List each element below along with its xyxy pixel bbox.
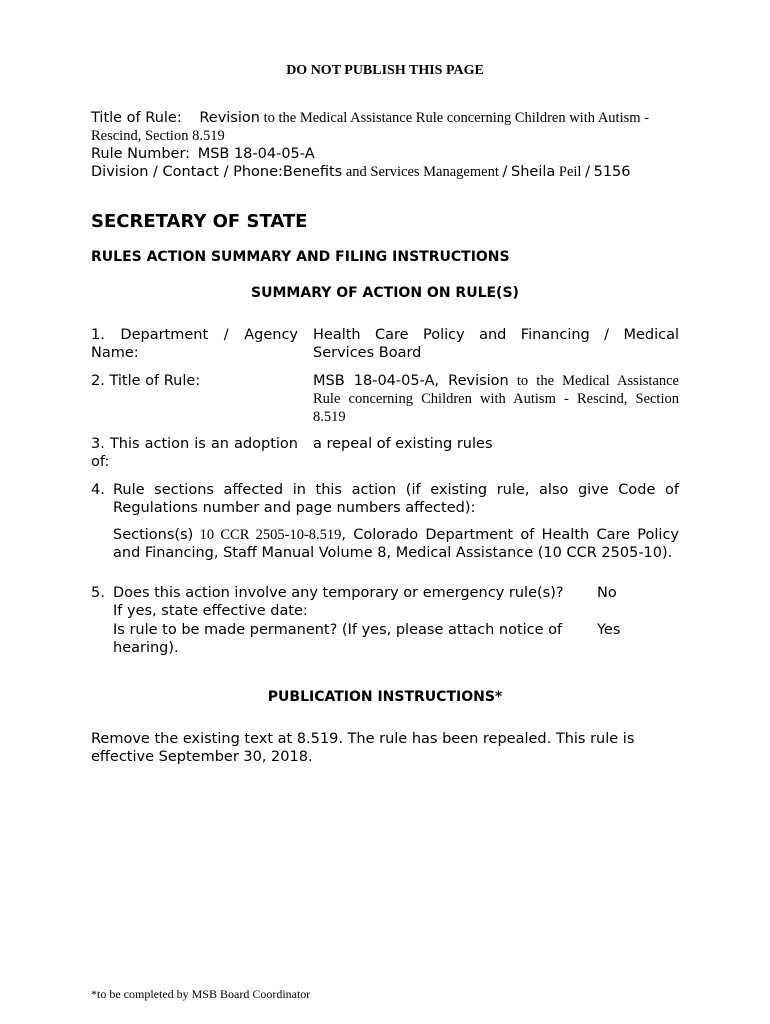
separator: / xyxy=(585,164,590,180)
title-label: Title of Rule: xyxy=(91,110,182,126)
secretary-of-state-heading: SECRETARY OF STATE xyxy=(91,211,308,232)
item4-text: Rule sections affected in this action (if existing rule, also give Code of Regulations number and page numbers affected): xyxy=(113,482,679,516)
item5-question-temporary: Does this action involve any temporary or emergency rule(s)? xyxy=(113,585,564,601)
item5-answer-temporary: No xyxy=(597,585,617,601)
publication-text: Remove the existing text at 8.519. The rule has been repealed. This rule is effective September 30, 2018. xyxy=(91,731,635,765)
item3-label: 3. This action is an adoption of: xyxy=(91,436,298,470)
item2-value-sans: MSB 18-04-05-A, Revision xyxy=(313,373,509,389)
item1-value: Health Care Policy and Financing / Medical Services Board xyxy=(313,327,679,361)
item5-answer-permanent: Yes xyxy=(597,622,621,638)
separator: / xyxy=(502,164,508,180)
rule-number-label: Rule Number: xyxy=(91,146,191,162)
item3-value: a repeal of existing rules xyxy=(313,436,493,452)
rule-number-line xyxy=(91,145,691,163)
item4-sections xyxy=(113,526,679,562)
title-of-rule-line xyxy=(91,109,691,127)
contact-first-name: Sheila xyxy=(511,164,556,180)
division-line xyxy=(91,163,711,181)
item2-value-serif: to the Medical Assistance Rule concerning Children with Autism - Rescind, Section 8.519 xyxy=(313,373,679,425)
footnote: *to be completed by MSB Board Coordinator xyxy=(91,987,311,1001)
item4 xyxy=(91,481,679,517)
title-rest: to the Medical Assistance Rule concerning Children with Autism - xyxy=(263,110,649,126)
item2-label: 2. Title of Rule: xyxy=(91,373,201,389)
division-benefits: Benefits xyxy=(282,164,343,180)
sections-ref: 10 CCR 2505-10-8.519 xyxy=(199,527,342,543)
do-not-publish-banner: DO NOT PUBLISH THIS PAGE xyxy=(286,63,484,78)
sections-label: Sections(s) xyxy=(113,527,194,543)
contact-last-name: Peil xyxy=(558,164,582,180)
summary-heading: SUMMARY OF ACTION ON RULE(S) xyxy=(251,285,519,301)
rules-action-heading: RULES ACTION SUMMARY AND FILING INSTRUCTIONS xyxy=(91,249,510,265)
item4-number: 4. xyxy=(91,482,105,498)
item2-value xyxy=(313,372,679,426)
title-revision: Revision xyxy=(199,110,260,126)
division-rest: and Services Management xyxy=(345,164,499,180)
item5-number: 5. xyxy=(91,585,105,601)
sections-rest: , Colorado Department of Health Care Policy and Financing, Staff Manual Volume 8, Medical Assistance (10 CCR 2505-10). xyxy=(113,527,680,561)
phone-extension: 5156 xyxy=(593,164,631,180)
publication-heading: PUBLICATION INSTRUCTIONS* xyxy=(267,689,503,705)
division-label: Division / Contact / Phone: xyxy=(91,164,283,180)
rule-number-value: MSB 18-04-05-A xyxy=(197,146,315,162)
item5-question-permanent: Is rule to be made permanent? (If yes, please attach notice of hearing). xyxy=(113,622,563,656)
title-rest-line2: Rescind, Section 8.519 xyxy=(91,128,225,144)
item1-label: 1. Department / Agency Name: xyxy=(91,327,298,361)
item5-question-effective-date: If yes, state effective date: xyxy=(113,603,308,619)
